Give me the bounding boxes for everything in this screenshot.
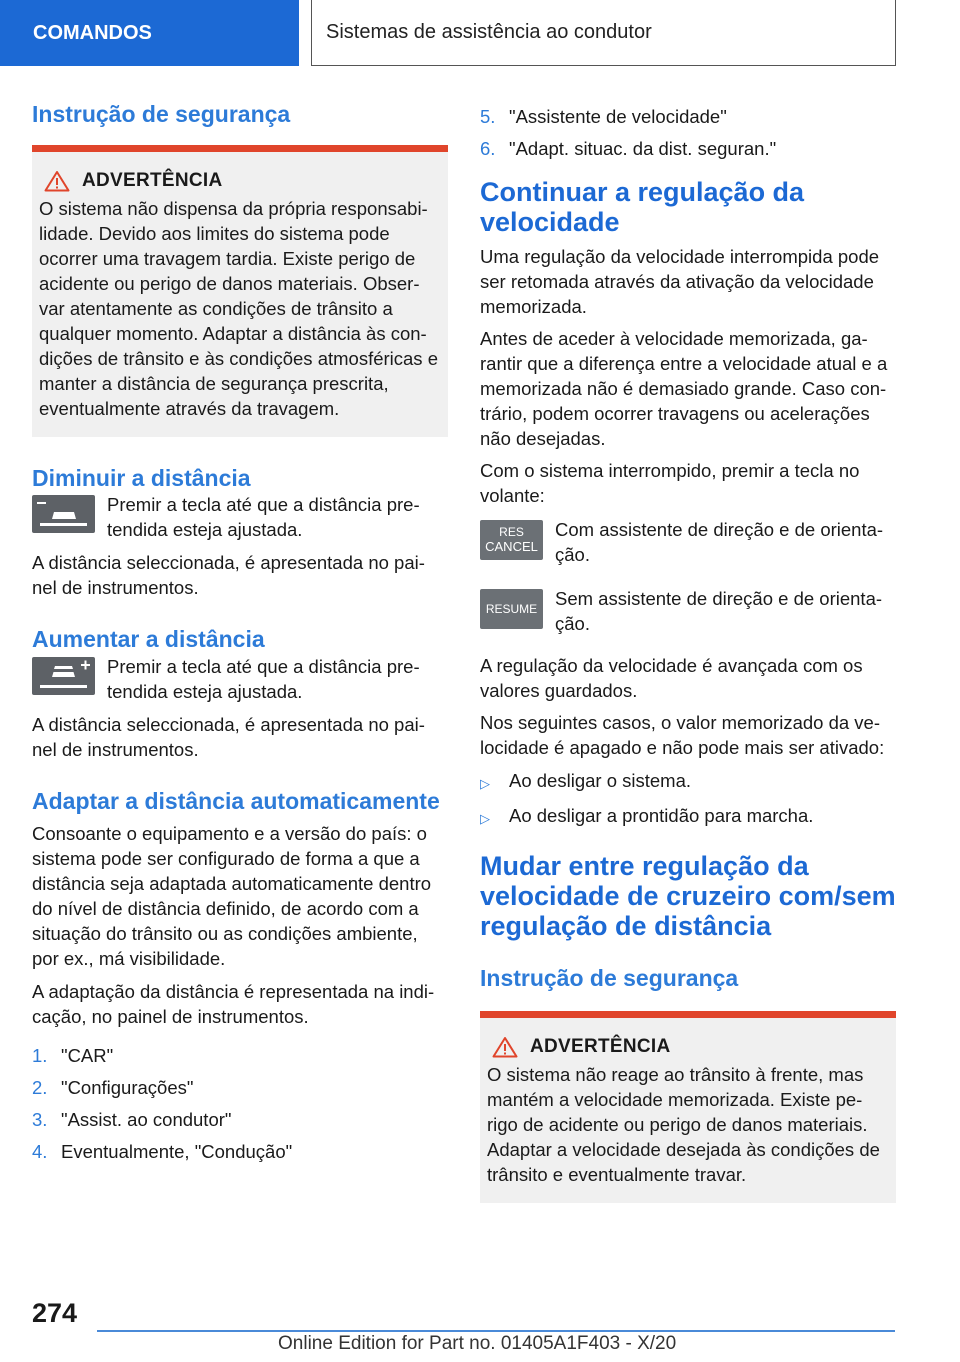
deletion-cases-list — [480, 768, 896, 831]
continue-paragraph-2: Antes de aceder à velocidade memorizada, ga-rantir que a diferença entre a velocidade atual e a memorizada não é demasiado grande. Caso con-trário, podem ocorrer travagens ou acelerações não desejadas. — [480, 328, 888, 449]
warning-box-2 — [480, 1011, 896, 1203]
settings-steps-list-continued — [480, 104, 896, 161]
warning-header — [487, 1036, 889, 1058]
list-item: 5. "Assistente de velocidade" — [480, 106, 727, 127]
increase-distance-heading: Aumentar a distância — [32, 626, 265, 652]
page-number: 274 — [32, 1298, 78, 1328]
continue-paragraph-3: Com o sistema interrompido, premir a tecla no volante: — [480, 460, 860, 506]
resume-button-icon — [480, 589, 543, 629]
chapter-title: Sistemas de assistência ao condutor — [311, 0, 896, 66]
warning-label: ADVERTÊNCIA — [82, 170, 223, 191]
list-item: ▷ Ao desligar a prontidão para marcha. — [480, 803, 896, 831]
resume-label: RESUME — [485, 602, 538, 616]
res-cancel-button-icon — [480, 520, 543, 560]
decrease-note: A distância seleccionada, é apresentada no pai-nel de instrumentos. — [32, 552, 425, 598]
res-cancel-label-bottom: CANCEL — [485, 539, 538, 554]
res-cancel-row — [480, 517, 896, 567]
continue-paragraph-4: A regulação da velocidade é avançada com os valores guardados. — [480, 655, 863, 701]
decrease-instruction: Premir a tecla até que a distância pre-tendida esteja ajustada. — [107, 494, 420, 540]
footer-divider — [97, 1330, 895, 1332]
res-cancel-text: Com assistente de direção e de orienta-ção. — [555, 519, 884, 565]
resume-row — [480, 586, 896, 636]
decrease-distance-heading: Diminuir a distância — [32, 465, 251, 491]
list-item: 4. Eventualmente, "Condução" — [32, 1141, 293, 1162]
warning-box — [32, 145, 448, 437]
warning-label: ADVERTÊNCIA — [530, 1036, 671, 1057]
warning-text: O sistema não dispensa da própria responsabi-lidade. Devido aos limites do sistema pode ocorrer uma travagem tardia. Existe perigo de acidente ou perigo de danos materiais. Obser-var atentamente as condições de trânsito a qualquer momento. Adaptar a distância às con-dições de trânsito e às condições atmosféricas e manter a distância de segurança prescrita, eventualmente através da travagem. — [39, 198, 438, 419]
increase-instruction: Premir a tecla até que a distância pre-tendida esteja ajustada. — [107, 656, 420, 702]
warning-triangle-icon — [44, 170, 70, 192]
continue-paragraph-5: Nos seguintes casos, o valor memorizado da ve-locidade é apagado e não pode mais ser ativado: — [480, 712, 885, 758]
warning-triangle-icon — [492, 1036, 518, 1058]
settings-steps-list — [32, 1043, 448, 1164]
resume-text: Sem assistente de direção e de orienta-ção. — [555, 588, 883, 634]
auto-distance-paragraph-1: Consoante o equipamento e a versão do país: o sistema pode ser configurado de forma a que a distância seja adaptada automaticamente dentro do nível de distância definido, de acordo com a situação do trânsito ou as condições ambiente, por ex., má visibilidade. — [32, 823, 432, 969]
section-tab: COMANDOS — [0, 0, 299, 66]
list-item: 3. "Assist. ao condutor" — [32, 1109, 232, 1130]
res-cancel-label-top: RES — [499, 525, 524, 539]
switch-mode-heading: Mudar entre regulação da velocidade de cruzeiro com/sem regulação de distância — [480, 851, 896, 941]
page-header — [0, 0, 960, 66]
right-column — [480, 104, 896, 1203]
increase-distance-row — [32, 654, 448, 704]
list-item: 6. "Adapt. situac. da dist. seguran." — [480, 138, 777, 159]
warning-header — [39, 170, 441, 192]
auto-distance-paragraph-2: A adaptação da distância é representada na indi-cação, no painel de instrumentos. — [32, 981, 435, 1027]
auto-distance-heading: Adaptar a distância automaticamente — [32, 788, 440, 814]
warning-text: O sistema não reage ao trânsito à frente, mas mantém a velocidade memorizada. Existe pe-rigo de acidente ou perigo de danos materiais. Adaptar a velocidade desejada às condições de trânsito e eventualmente travar. — [487, 1064, 880, 1185]
bullet-triangle-icon: ▷ — [480, 811, 490, 826]
increase-distance-button-icon — [32, 657, 95, 695]
list-item: ▷ Ao desligar o sistema. — [480, 768, 896, 796]
decrease-distance-button-icon — [32, 495, 95, 533]
continue-speed-heading: Continuar a regulação da velocidade — [480, 177, 805, 237]
list-item: 2. "Configurações" — [32, 1077, 194, 1098]
edition-text: Online Edition for Part no. 01405A1F403 - X/20 — [278, 1333, 677, 1354]
safety-heading-2: Instrução de segurança — [480, 965, 739, 991]
list-item: 1. "CAR" — [32, 1045, 114, 1066]
continue-paragraph-1: Uma regulação da velocidade interrompida pode ser retomada através da ativação da velocidade memorizada. — [480, 246, 880, 317]
safety-heading: Instrução de segurança — [32, 101, 291, 127]
increase-note: A distância seleccionada, é apresentada no pai-nel de instrumentos. — [32, 714, 425, 760]
left-column — [32, 100, 448, 1171]
decrease-distance-row — [32, 492, 448, 542]
bullet-triangle-icon: ▷ — [480, 776, 490, 791]
